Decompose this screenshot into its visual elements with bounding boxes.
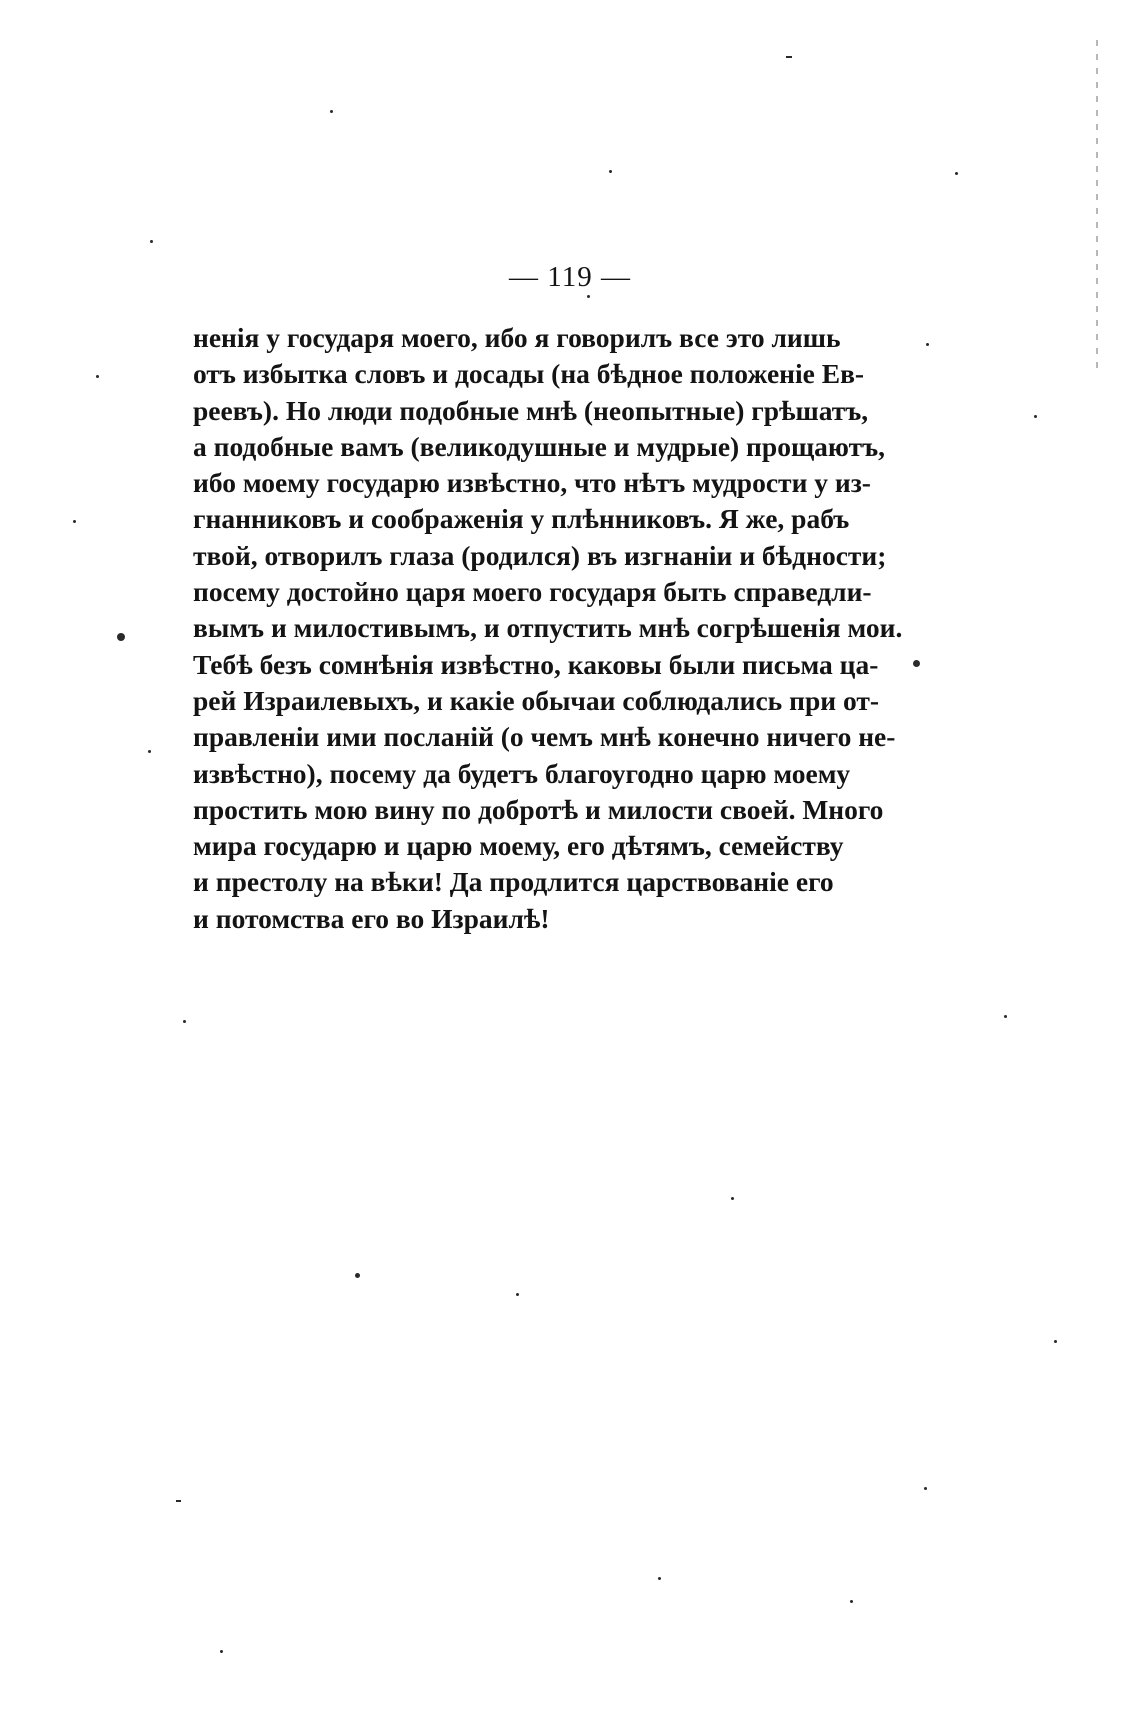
page-number: — 119 — [509,261,631,293]
scan-speck [955,172,958,175]
text-line: а подобные вамъ (великодушные и мудрые) прощаютъ, [193,430,885,462]
body-text [193,320,903,937]
text-line: Тебѣ безъ сомнѣнія извѣстно, каковы были письма ца- [193,648,879,680]
text-line: посему достойно царя моего государя быть справедли- [193,576,872,608]
text-line: ибо моему государю извѣстно, что нѣтъ мудрости у из- [193,467,871,499]
scan-speck [96,375,99,378]
scan-speck [609,170,612,173]
text-line: твой, отворилъ глаза (родился) въ изгнаніи и бѣдности; [193,539,887,571]
scan-speck [73,520,76,523]
text-line: и престолу на вѣки! Да продлится царствованіе его [193,866,834,898]
text-line: реевъ). Но люди подобные мнѣ (неопытные) грѣшатъ, [193,394,869,426]
scan-speck [516,1293,519,1296]
scan-speck [1054,1340,1057,1343]
text-line: отъ избытка словъ и досады (на бѣдное положеніе Ев- [193,358,865,390]
scan-speck [913,660,920,667]
text-line: ненія у государя моего, ибо я говорилъ все это лишь [193,322,841,353]
scan-speck [786,56,792,58]
scan-speck [355,1273,360,1278]
text-line: мира государю и царю моему, его дѣтямъ, семейству [193,830,844,862]
scan-speck [850,1600,853,1603]
text-line: правленіи ими посланій (о чемъ мнѣ конечно ничего не- [193,721,896,753]
scan-speck [220,1650,223,1653]
scan-speck [183,1020,186,1023]
scan-speck [731,1197,734,1200]
text-line: и потомства его во Израилѣ! [193,902,550,934]
scan-speck [150,240,153,243]
text-line: вымъ и милостивымъ, и отпустить мнѣ согрѣшенія мои. [193,612,903,644]
scan-speck [330,110,333,113]
page-edge-shadow [1096,40,1098,370]
scan-speck [587,295,590,298]
text-line: простить мою вину по добротѣ и милости своей. Много [193,793,884,825]
scan-speck [117,633,125,641]
scan-speck [926,343,929,346]
scan-speck [148,750,151,753]
scan-speck [658,1577,661,1580]
text-line: извѣстно), посему да будетъ благоугодно царю моему [193,757,851,789]
scan-speck [924,1487,927,1490]
text-line: гнанниковъ и соображенія у плѣнниковъ. Я же, рабъ [193,503,850,535]
scan-speck [1004,1015,1007,1018]
text-line: рей Израилевыхъ, и какіе обычаи соблюдались при от- [193,684,880,716]
scan-speck [176,1500,181,1502]
scan-speck [1034,415,1037,418]
